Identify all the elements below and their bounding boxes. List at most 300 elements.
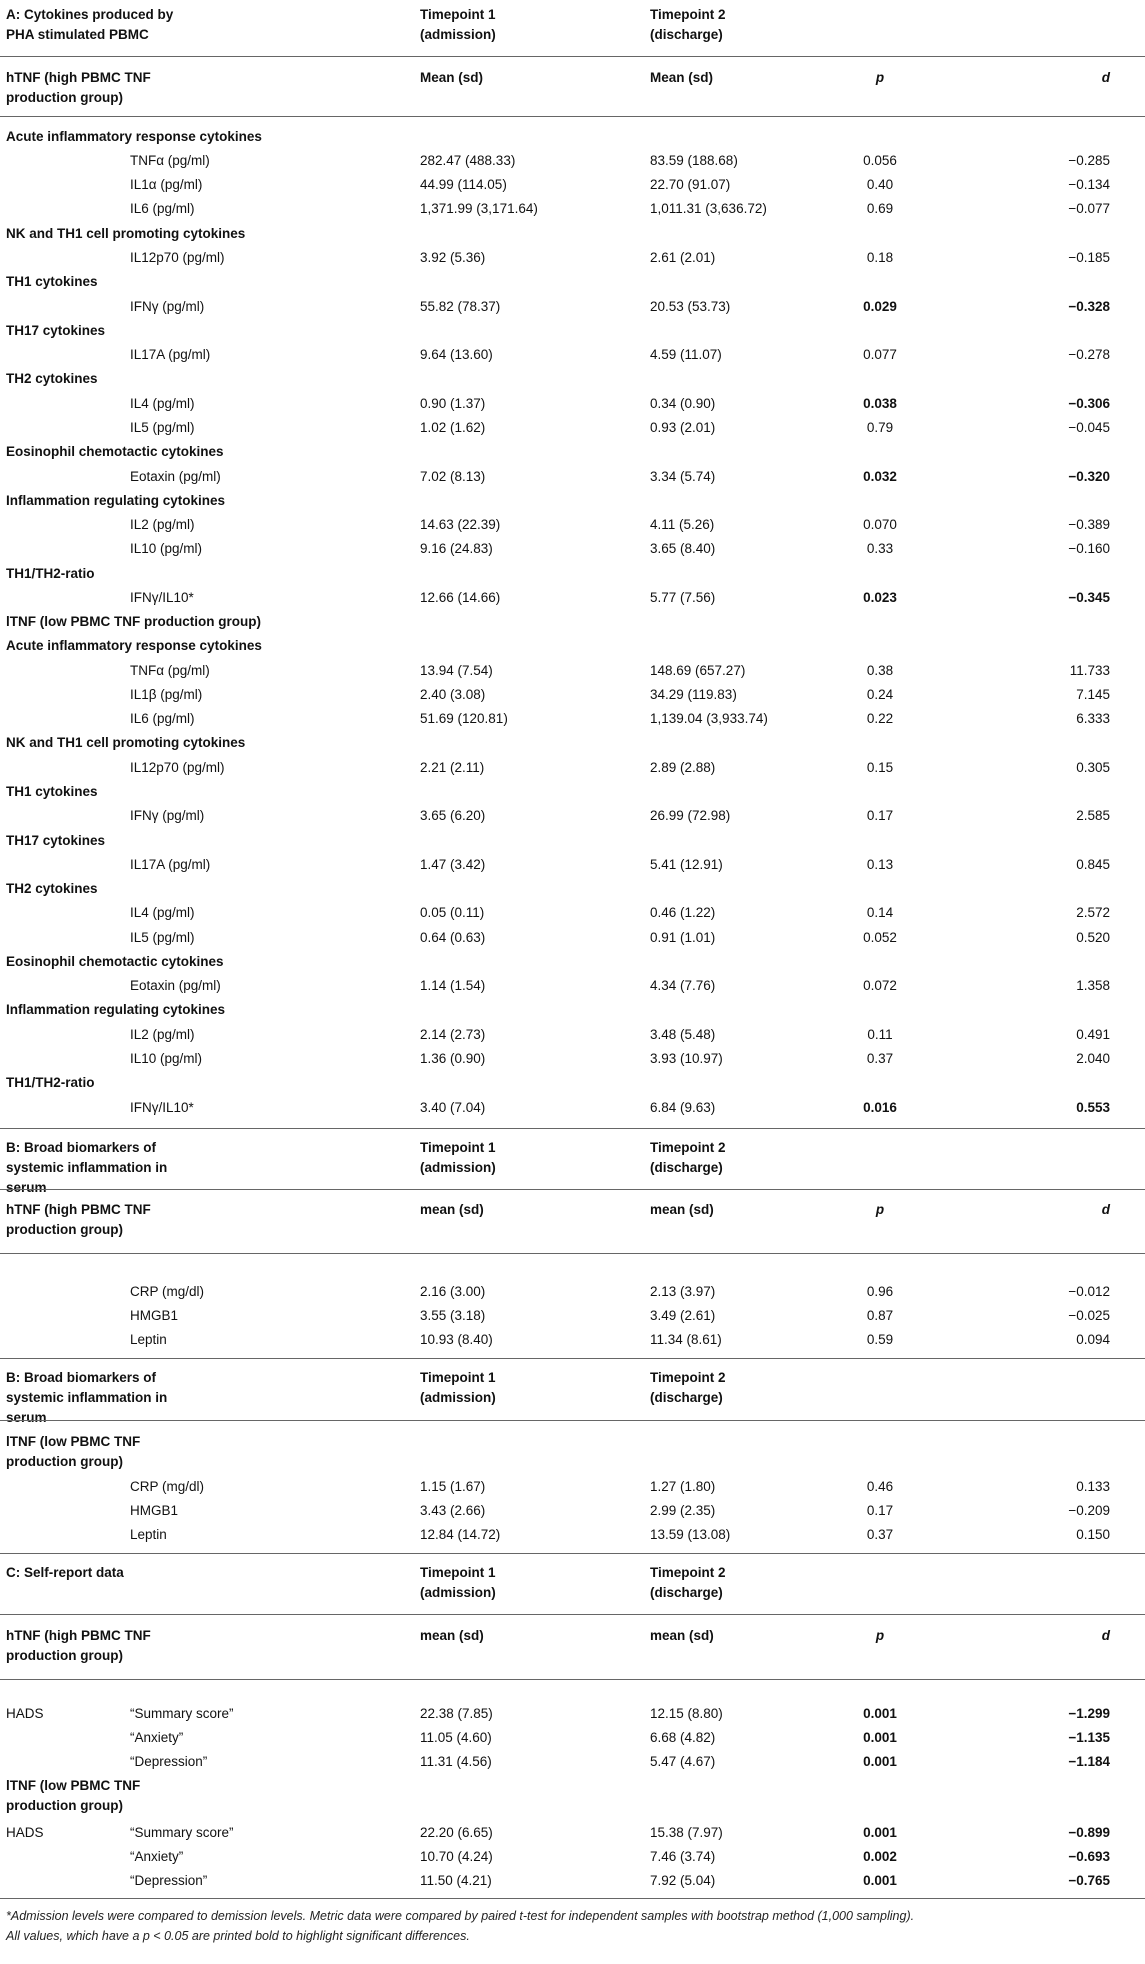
d-value: 0.845 [1076,857,1110,872]
timepoint-1-value: 3.40 (7.04) [420,1100,486,1115]
d-value: 6.333 [1076,711,1110,726]
p-value: 0.001 [863,1754,897,1769]
timepoint-2-value: 83.59 (188.68) [650,153,738,168]
section-label-row [0,367,1145,391]
d-value: −0.025 [1068,1308,1110,1323]
timepoint-2-value: 1.27 (1.80) [650,1479,716,1494]
measure-label: IL4 (pg/ml) [130,396,195,411]
measure-label: IL1α (pg/ml) [130,177,203,192]
timepoint-1-value: 1.36 (0.90) [420,1051,486,1066]
group-label: lTNF (low PBMC TNF production group) [6,1778,141,1813]
measure-label: IL5 (pg/ml) [130,420,195,435]
measure-label: Leptin [130,1332,167,1347]
table-header-row [0,68,1145,108]
table-rule [0,1614,1145,1615]
section-label: NK and TH1 cell promoting cytokines [6,735,246,750]
table-row [0,974,1145,998]
table-row [0,1023,1145,1047]
timepoint-1-value: 1,371.99 (3,171.64) [420,201,538,216]
section-label: TH17 cytokines [6,833,106,848]
header-timepoint-1: Mean (sd) [420,70,484,85]
timepoint-2-value: 20.53 (53.73) [650,299,731,314]
table-row [0,1499,1145,1523]
measure-label: “Summary score” [130,1706,234,1721]
measure-label: IL6 (pg/ml) [130,201,195,216]
timepoint-2-value: 6.84 (9.63) [650,1100,716,1115]
p-value: 0.96 [866,1284,894,1299]
table-row [0,416,1145,440]
table-row [0,1702,1145,1726]
timepoint-2-value: 12.15 (8.80) [650,1706,723,1721]
measure-label: IFNγ (pg/ml) [130,808,205,823]
timepoint-2-value: 5.77 (7.56) [650,590,716,605]
section-label-row [0,440,1145,464]
group-label-row [0,1432,1145,1469]
d-value: −0.077 [1068,201,1110,216]
p-value: 0.69 [866,201,894,216]
measure-label: Eotaxin (pg/ml) [130,978,221,993]
timepoint-1-value: 2.40 (3.08) [420,687,486,702]
section-label-row [0,998,1145,1022]
section-label-row [0,731,1145,755]
measure-label: IL17A (pg/ml) [130,857,211,872]
timepoint-2-value: 22.70 (91.07) [650,177,731,192]
timepoint-1-value: 10.93 (8.40) [420,1332,493,1347]
header-timepoint-1: mean (sd) [420,1628,484,1643]
section-label-row [0,125,1145,149]
measure-label: “Depression” [130,1873,208,1888]
p-value: 0.077 [863,347,897,362]
timepoint-2-value: 2.99 (2.35) [650,1503,716,1518]
d-value: −1.184 [1068,1754,1110,1769]
timepoint-1-value: 3.43 (2.66) [420,1503,486,1518]
header-label: B: Broad biomarkers of systemic inflammation in serum [6,1370,168,1425]
d-value: −0.012 [1068,1284,1110,1299]
d-value: −0.285 [1068,153,1110,168]
p-value: 0.029 [863,299,897,314]
table-row [0,1726,1145,1750]
header-d: d [1101,1628,1110,1643]
measure-label: IFNγ/IL10* [130,1100,194,1115]
section-label-row [0,319,1145,343]
timepoint-1-value: 7.02 (8.13) [420,469,486,484]
section-label-row [0,780,1145,804]
d-value: 0.491 [1076,1027,1110,1042]
p-value: 0.14 [866,905,894,920]
section-label-row [0,634,1145,658]
timepoint-2-value: 11.34 (8.61) [650,1332,722,1347]
p-value: 0.24 [866,687,894,702]
table-rule [0,1128,1145,1129]
measure-label: IL10 (pg/ml) [130,1051,203,1066]
header-label: C: Self-report data [6,1565,124,1580]
measure-label: IL1β (pg/ml) [130,687,203,702]
timepoint-2-value: 0.93 (2.01) [650,420,716,435]
section-label: TH17 cytokines [6,323,106,338]
measure-label: CRP (mg/dl) [130,1284,205,1299]
timepoint-1-value: 2.14 (2.73) [420,1027,486,1042]
p-value: 0.072 [863,978,897,993]
timepoint-2-value: 34.29 (119.83) [650,687,737,702]
table-row [0,1047,1145,1071]
timepoint-2-value: 4.59 (11.07) [650,347,722,362]
d-value: −0.134 [1068,177,1110,192]
table-row [0,246,1145,270]
measure-label: IL5 (pg/ml) [130,930,195,945]
d-value: −0.899 [1068,1825,1110,1840]
section-label-row [0,950,1145,974]
table-row [0,513,1145,537]
timepoint-1-value: 14.63 (22.39) [420,517,501,532]
timepoint-2-value: 0.34 (0.90) [650,396,716,411]
d-value: −0.320 [1068,469,1110,484]
header-timepoint-1: Timepoint 1 (admission) [420,1565,496,1600]
measure-label: IL12p70 (pg/ml) [130,760,225,775]
header-timepoint-1: mean (sd) [420,1202,484,1217]
header-timepoint-1: Timepoint 1 (admission) [420,1370,496,1405]
table-header-row [0,1138,1145,1195]
p-value: 0.33 [866,541,894,556]
d-value: −0.209 [1068,1503,1110,1518]
table-row [0,149,1145,173]
measure-label: IL17A (pg/ml) [130,347,211,362]
d-value: 7.145 [1076,687,1110,702]
d-value: −0.185 [1068,250,1110,265]
table-header-row [0,1368,1145,1425]
p-value: 0.46 [866,1479,894,1494]
table-rule [0,1679,1145,1680]
d-value: −0.693 [1068,1849,1110,1864]
measure-label: IL2 (pg/ml) [130,1027,195,1042]
timepoint-2-value: 1,011.31 (3,636.72) [650,201,767,216]
group-label: lTNF (low PBMC TNF production group) [6,1434,141,1469]
section-label: Eosinophil chemotactic cytokines [6,444,224,459]
header-timepoint-1: Timepoint 1 (admission) [420,1140,496,1175]
d-value: −0.389 [1068,517,1110,532]
p-value: 0.17 [866,808,894,823]
table-row [0,537,1145,561]
section-label-row [0,222,1145,246]
footnote-line: *Admission levels were compared to demission levels. Metric data were compared by paired t-test for independent samples with bootstrap method (1,000 sampling). [6,1909,915,1923]
p-value: 0.001 [863,1730,897,1745]
timepoint-2-value: 26.99 (72.98) [650,808,731,823]
table-row [0,1523,1145,1547]
measure-label: IL12p70 (pg/ml) [130,250,225,265]
timepoint-2-value: 3.65 (8.40) [650,541,716,556]
d-value: −0.160 [1068,541,1110,556]
section-label-row [0,877,1145,901]
table-row [0,1750,1145,1774]
table-row [0,926,1145,950]
timepoint-1-value: 2.16 (3.00) [420,1284,486,1299]
p-value: 0.18 [866,250,894,265]
measure-label: IFNγ/IL10* [130,590,194,605]
timepoint-2-value: 1,139.04 (3,933.74) [650,711,768,726]
table-rule [0,56,1145,57]
p-value: 0.37 [866,1051,894,1066]
p-value: 0.87 [866,1308,894,1323]
table-rule [0,1898,1145,1899]
footnote-line: All values, which have a p < 0.05 are printed bold to highlight significant differences. [6,1929,470,1943]
p-value: 0.37 [866,1527,894,1542]
timepoint-1-value: 1.02 (1.62) [420,420,486,435]
table-row [0,853,1145,877]
timepoint-1-value: 55.82 (78.37) [420,299,501,314]
section-label-row [0,829,1145,853]
section-label: TH2 cytokines [6,881,98,896]
p-value: 0.38 [866,663,894,678]
header-label: hTNF (high PBMC TNF production group) [6,70,151,105]
table-rule [0,1358,1145,1359]
p-value: 0.11 [867,1027,893,1042]
section-label: Inflammation regulating cytokines [6,1002,226,1017]
p-value: 0.40 [866,177,894,192]
measure-label: TNFα (pg/ml) [130,663,210,678]
header-timepoint-2: mean (sd) [650,1202,714,1217]
d-value: 0.133 [1076,1479,1110,1494]
table-header-row [0,1200,1145,1240]
p-value: 0.032 [863,469,897,484]
d-value: 0.553 [1076,1100,1110,1115]
p-value: 0.038 [863,396,897,411]
header-label: hTNF (high PBMC TNF production group) [6,1202,151,1237]
timepoint-1-value: 9.64 (13.60) [420,347,493,362]
table-row [0,756,1145,780]
section-label: Eosinophil chemotactic cytokines [6,954,224,969]
timepoint-2-value: 13.59 (13.08) [650,1527,731,1542]
measure-label: TNFα (pg/ml) [130,153,210,168]
table-rule [0,1253,1145,1254]
d-value: −1.135 [1068,1730,1110,1745]
section-label: TH1 cytokines [6,784,98,799]
timepoint-2-value: 15.38 (7.97) [650,1825,723,1840]
table-row [0,1280,1145,1304]
table-row [0,343,1145,367]
header-timepoint-2: mean (sd) [650,1628,714,1643]
d-value: −0.278 [1068,347,1110,362]
timepoint-1-value: 1.14 (1.54) [420,978,486,993]
p-value: 0.001 [863,1706,897,1721]
timepoint-1-value: 3.55 (3.18) [420,1308,486,1323]
section-label: Inflammation regulating cytokines [6,493,226,508]
measure-label: “Depression” [130,1754,208,1769]
section-label-row [0,489,1145,513]
timepoint-1-value: 1.15 (1.67) [420,1479,486,1494]
header-p: p [875,1202,885,1217]
table-row [0,707,1145,731]
p-value: 0.001 [863,1873,897,1888]
timepoint-1-value: 1.47 (3.42) [420,857,486,872]
d-value: 1.358 [1076,978,1110,993]
timepoint-2-value: 148.69 (657.27) [650,663,746,678]
d-value: 2.572 [1076,905,1110,920]
timepoint-1-value: 13.94 (7.54) [420,663,493,678]
section-label-row [0,270,1145,294]
timepoint-1-value: 44.99 (114.05) [420,177,507,192]
timepoint-1-value: 10.70 (4.24) [420,1849,493,1864]
timepoint-2-value: 0.91 (1.01) [650,930,716,945]
header-p: p [875,70,885,85]
timepoint-1-value: 11.05 (4.60) [420,1730,492,1745]
timepoint-1-value: 22.20 (6.65) [420,1825,493,1840]
p-value: 0.016 [863,1100,897,1115]
d-value: −0.765 [1068,1873,1110,1888]
timepoint-1-value: 0.90 (1.37) [420,396,486,411]
measure-label: IL10 (pg/ml) [130,541,203,556]
table-row [0,173,1145,197]
table-rule [0,1420,1145,1421]
d-value: −0.045 [1068,420,1110,435]
timepoint-1-value: 9.16 (24.83) [420,541,493,556]
d-value: −0.306 [1068,396,1110,411]
d-value: 2.040 [1076,1051,1110,1066]
measure-label: IL4 (pg/ml) [130,905,195,920]
timepoint-1-value: 3.92 (5.36) [420,250,486,265]
measure-label: HMGB1 [130,1308,179,1323]
timepoint-2-value: 4.34 (7.76) [650,978,716,993]
table-row [0,586,1145,610]
timepoint-1-value: 3.65 (6.20) [420,808,486,823]
measure-label: “Summary score” [130,1825,234,1840]
p-value: 0.023 [863,590,897,605]
timepoint-2-value: 2.13 (3.97) [650,1284,716,1299]
scale-label: HADS [6,1706,44,1721]
section-label-row [0,562,1145,586]
table-row [0,1845,1145,1869]
table-header-row [0,5,1145,45]
p-value: 0.15 [866,760,894,775]
header-label: B: Broad biomarkers of systemic inflammation in serum [6,1140,168,1195]
timepoint-2-value: 2.89 (2.88) [650,760,716,775]
timepoint-2-value: 7.46 (3.74) [650,1849,716,1864]
section-label: Acute inflammatory response cytokines [6,129,262,144]
p-value: 0.22 [866,711,894,726]
measure-label: HMGB1 [130,1503,179,1518]
timepoint-1-value: 51.69 (120.81) [420,711,508,726]
measure-label: “Anxiety” [130,1730,184,1745]
measure-label: Eotaxin (pg/ml) [130,469,221,484]
table-row [0,197,1145,221]
measure-label: IL6 (pg/ml) [130,711,195,726]
section-label: TH1 cytokines [6,274,98,289]
table-rule [0,1189,1145,1190]
table-row [0,1475,1145,1499]
p-value: 0.79 [866,420,894,435]
header-d: d [1101,70,1110,85]
header-label: A: Cytokines produced by PHA stimulated PBMC [6,7,174,42]
section-label: TH1/TH2-ratio [6,566,95,581]
header-timepoint-2: Mean (sd) [650,70,714,85]
table-row [0,295,1145,319]
timepoint-2-value: 5.41 (12.91) [650,857,723,872]
table-row [0,901,1145,925]
timepoint-2-value: 4.11 (5.26) [650,517,715,532]
group-label-row [0,1776,1145,1813]
header-timepoint-2: Timepoint 2 (discharge) [650,7,726,42]
timepoint-2-value: 0.46 (1.22) [650,905,716,920]
table-row [0,392,1145,416]
p-value: 0.056 [863,153,897,168]
p-value: 0.13 [866,857,894,872]
section-label: TH1/TH2-ratio [6,1075,95,1090]
section-label-row [0,1071,1145,1095]
table-row [0,804,1145,828]
section-label-row [0,610,1145,634]
measure-label: CRP (mg/dl) [130,1479,205,1494]
timepoint-2-value: 3.93 (10.97) [650,1051,723,1066]
timepoint-1-value: 12.84 (14.72) [420,1527,501,1542]
d-value: 2.585 [1076,808,1110,823]
table-header-row [0,1563,1145,1603]
timepoint-2-value: 2.61 (2.01) [650,250,716,265]
timepoint-1-value: 12.66 (14.66) [420,590,501,605]
measure-label: IFNγ (pg/ml) [130,299,205,314]
timepoint-1-value: 282.47 (488.33) [420,153,516,168]
d-value: 11.733 [1069,663,1110,678]
table-rule [0,1553,1145,1554]
header-label: hTNF (high PBMC TNF production group) [6,1628,151,1663]
table-row [0,1328,1145,1352]
p-value: 0.002 [863,1849,897,1864]
p-value: 0.052 [863,930,897,945]
table-row [0,1821,1145,1845]
measure-label: Leptin [130,1527,167,1542]
p-value: 0.59 [866,1332,894,1347]
table-row [0,683,1145,707]
d-value: 0.150 [1076,1527,1110,1542]
section-label: Acute inflammatory response cytokines [6,638,262,653]
table-footnotes [6,1906,1136,1946]
timepoint-1-value: 0.05 (0.11) [420,905,485,920]
timepoint-2-value: 3.48 (5.48) [650,1027,716,1042]
timepoint-2-value: 3.49 (2.61) [650,1308,716,1323]
measure-label: IL2 (pg/ml) [130,517,195,532]
timepoint-1-value: 11.50 (4.21) [420,1873,492,1888]
header-p: p [875,1628,885,1643]
d-value: −1.299 [1068,1706,1110,1721]
table-row [0,1304,1145,1328]
table-row [0,1096,1145,1120]
measure-label: “Anxiety” [130,1849,184,1864]
p-value: 0.001 [863,1825,897,1840]
timepoint-1-value: 22.38 (7.85) [420,1706,493,1721]
timepoint-1-value: 2.21 (2.11) [420,760,485,775]
timepoint-2-value: 5.47 (4.67) [650,1754,716,1769]
header-timepoint-2: Timepoint 2 (discharge) [650,1370,726,1405]
d-value: 0.094 [1076,1332,1110,1347]
d-value: 0.305 [1076,760,1110,775]
timepoint-2-value: 7.92 (5.04) [650,1873,716,1888]
section-label: lTNF (low PBMC TNF production group) [6,614,261,629]
header-timepoint-1: Timepoint 1 (admission) [420,7,496,42]
d-value: 0.520 [1076,930,1110,945]
timepoint-1-value: 0.64 (0.63) [420,930,486,945]
table-row [0,465,1145,489]
section-label: TH2 cytokines [6,371,98,386]
header-d: d [1101,1202,1110,1217]
p-value: 0.17 [866,1503,894,1518]
section-label: NK and TH1 cell promoting cytokines [6,226,246,241]
header-timepoint-2: Timepoint 2 (discharge) [650,1565,726,1600]
d-value: −0.345 [1068,590,1110,605]
table-header-row [0,1626,1145,1666]
timepoint-2-value: 6.68 (4.82) [650,1730,716,1745]
header-timepoint-2: Timepoint 2 (discharge) [650,1140,726,1175]
table-row [0,659,1145,683]
p-value: 0.070 [863,517,897,532]
table-rule [0,116,1145,117]
d-value: −0.328 [1068,299,1110,314]
